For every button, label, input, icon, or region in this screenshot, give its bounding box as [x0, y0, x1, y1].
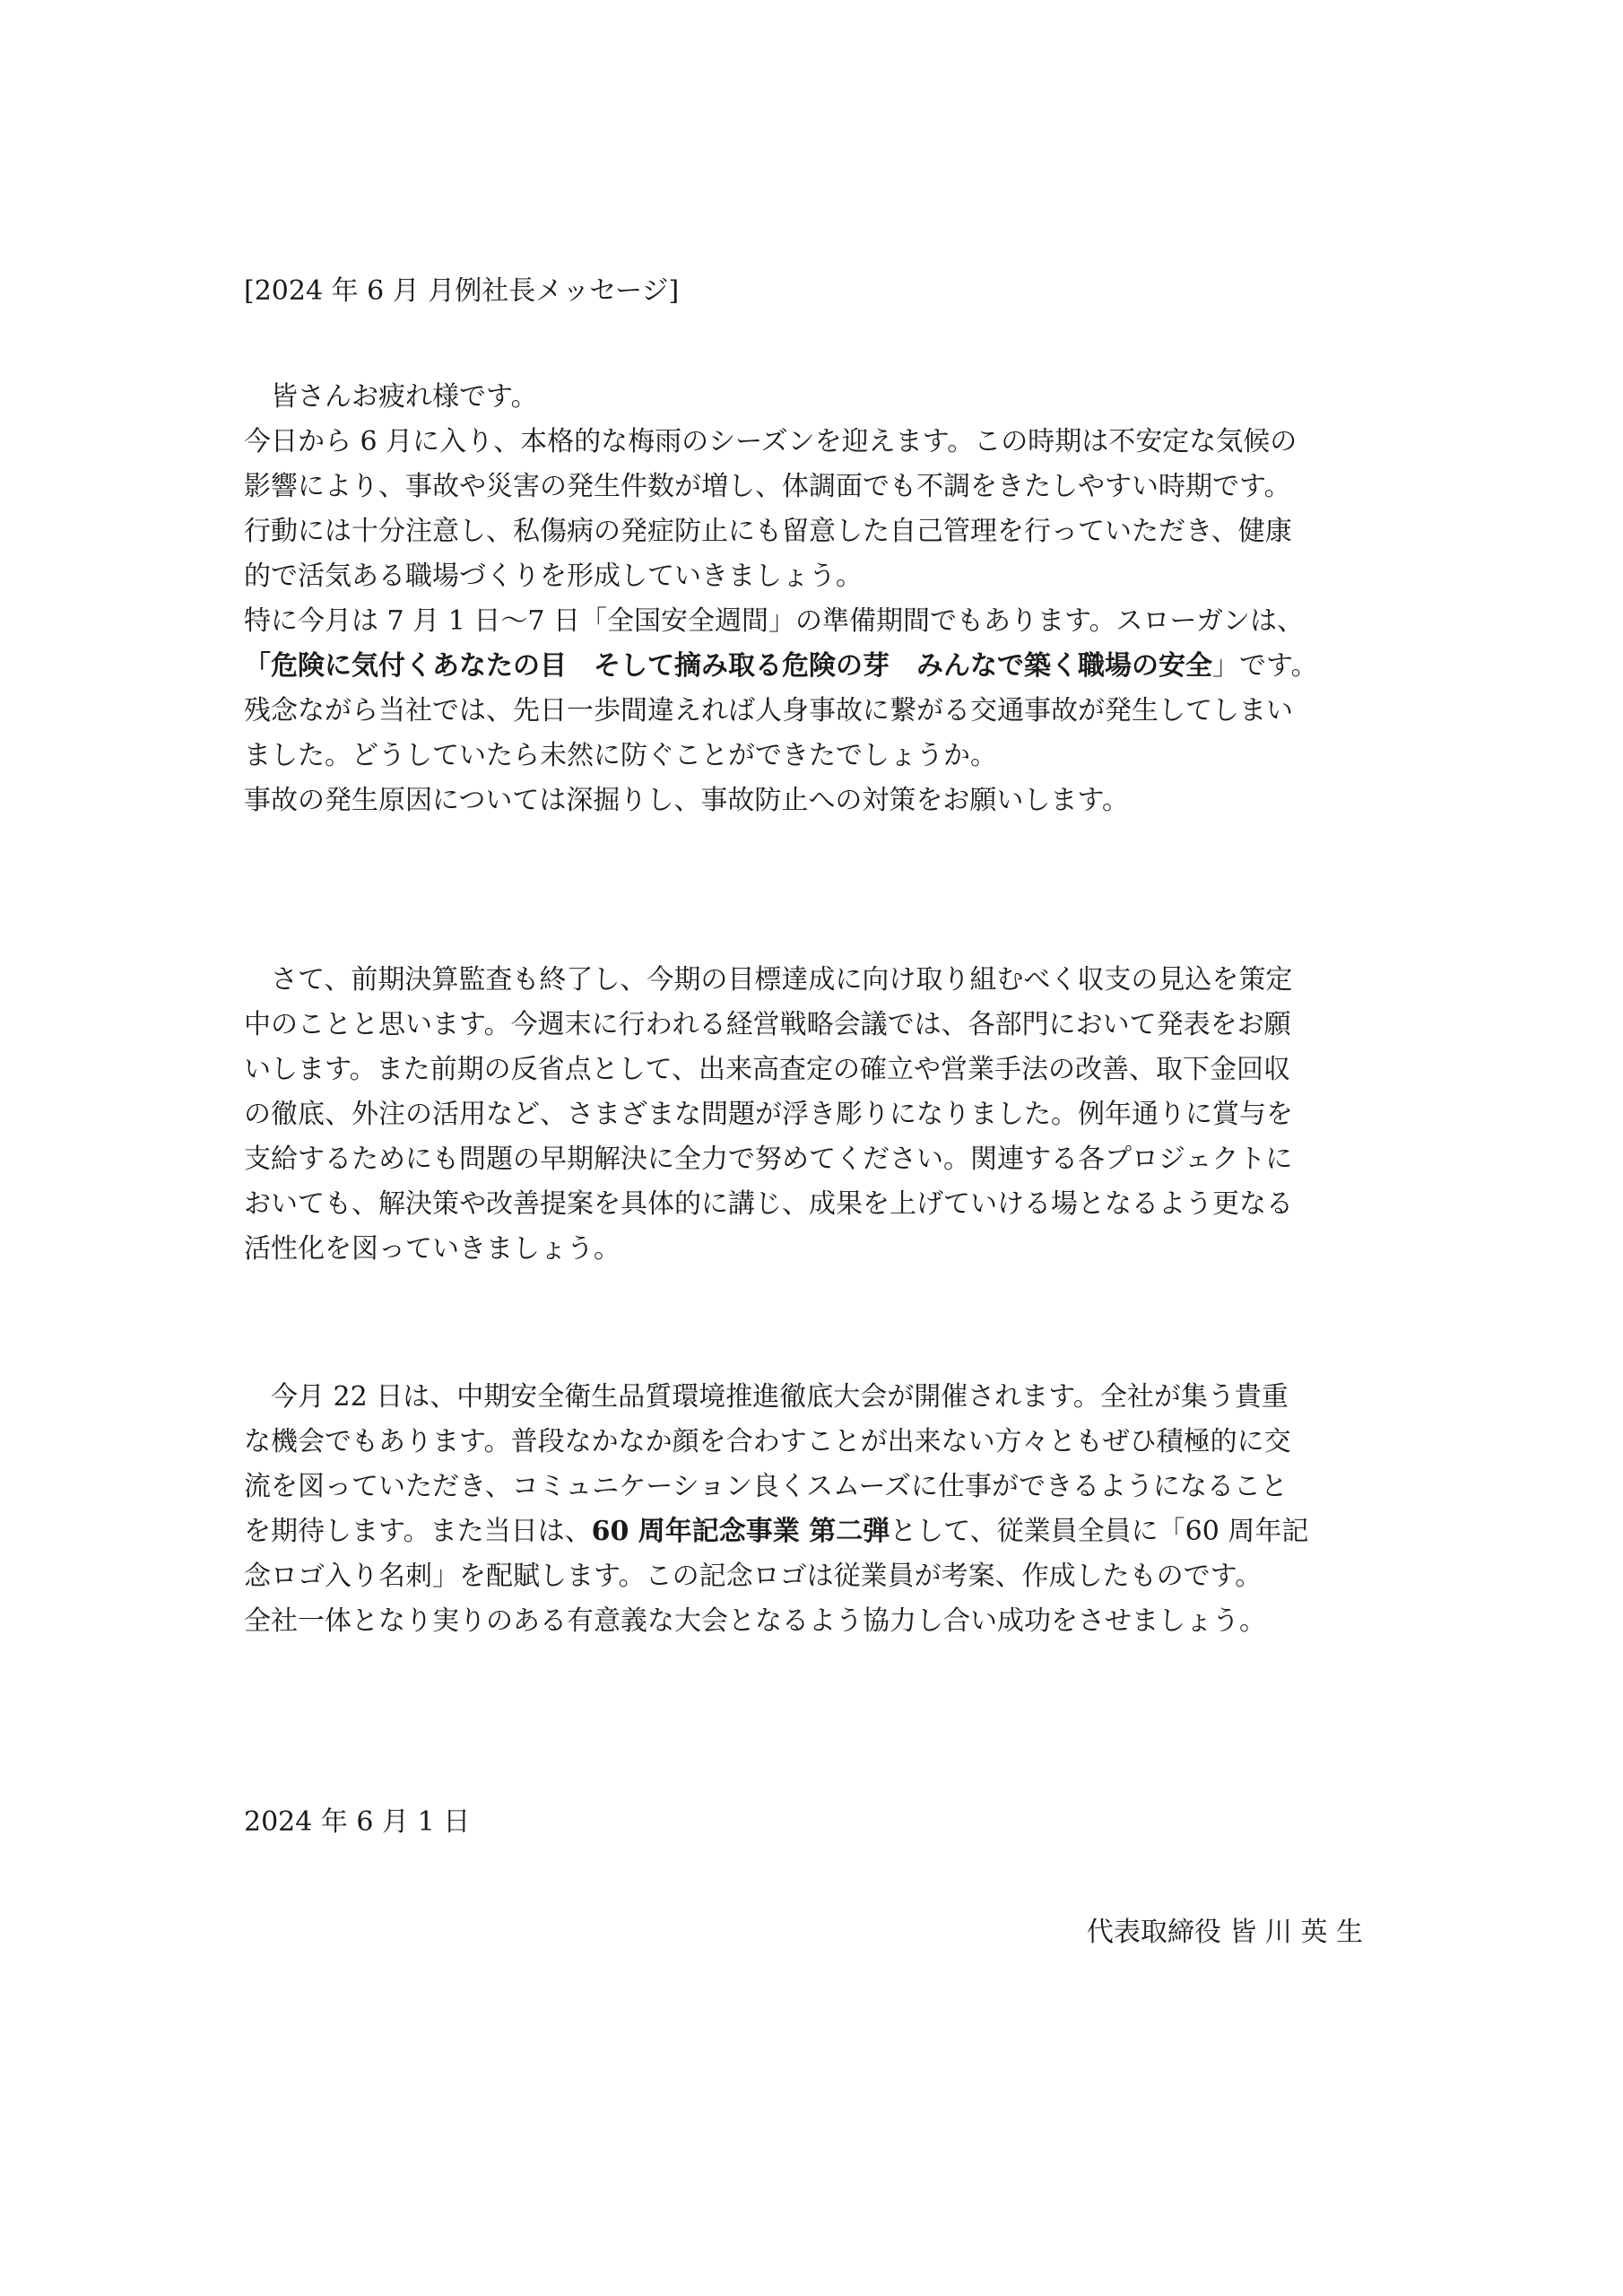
signature: 代表取締役 皆 川 英 生	[1086, 1917, 1363, 1948]
text-line: 支給するためにも問題の早期解決に全力で努めてください。関連する各プロジェクトに	[244, 1144, 1293, 1175]
text-line: 今日から 6 月に入り、本格的な梅雨のシーズンを迎えます。この時期は不安定な気候の	[244, 426, 1298, 457]
text-line: 的で活気ある職場づくりを形成していきましょう。	[244, 561, 863, 592]
paragraph-convention	[244, 1375, 1383, 1644]
text-line: 特に今月は 7 月 1 日〜7 日「全国安全週間」の準備期間でもあります。スローガンは、	[244, 605, 1304, 637]
text-line: の徹底、外注の活用など、さまざまな問題が浮き彫りになりました。例年通りに賞与を	[244, 1099, 1293, 1130]
message-date: 2024 年 6 月 1 日	[244, 1806, 471, 1838]
text-line: 事故の発生原因については深掘りし、事故防止への対策をお願いします。	[244, 785, 1129, 816]
text-segment: として、従業員全員に「60 周年記	[890, 1516, 1309, 1547]
text-line: ました。どうしていたら未然に防ぐことができたでしょうか。	[244, 740, 997, 771]
text-line: 中のことと思います。今週末に行われる経営戦略会議では、各部門において発表をお願	[244, 1009, 1291, 1040]
paragraph-greeting	[244, 375, 1383, 823]
text-line: な機会でもあります。普段なかなか顔を合わすことが出来ない方々ともぜひ積極的に交	[244, 1426, 1291, 1457]
text-line: 流を図っていただき、コミュニケーション良くスムーズに仕事ができるようになること	[244, 1471, 1288, 1502]
safety-slogan: 「危険に気付くあなたの目 そして摘み取る危険の芽 みんなで築く職場の安全	[244, 650, 1212, 682]
text-line: 行動には十分注意し、私傷病の発症防止にも留意した自己管理を行っていただき、健康	[244, 516, 1292, 547]
text-line: 今月 22 日は、中期安全衛生品質環境推進徹底大会が開催されます。全社が集う貴重	[244, 1381, 1289, 1413]
slogan-suffix: 」です。	[1212, 650, 1318, 682]
text-segment: を期待します。また当日は、	[244, 1516, 592, 1547]
slogan-line	[244, 644, 1383, 689]
text-line: 影響により、事故や災害の発生件数が増し、体調面でも不調をきたしやすい時期です。	[244, 471, 1291, 502]
anniversary-project: 60 周年記念事業 第二弾	[591, 1516, 890, 1547]
text-line: 全社一体となり実りのある有意義な大会となるよう協力し合い成功をさせましょう。	[244, 1605, 1266, 1637]
paragraph-business	[244, 958, 1383, 1272]
text-line: いします。また前期の反省点として、出来高査定の確立や営業手法の改善、取下金回収	[244, 1054, 1290, 1085]
text-line: 活性化を図っていきましょう。	[244, 1233, 621, 1265]
message-heading: [2024 年 6 月 月例社長メッセージ]	[244, 275, 680, 307]
text-line: 念ロゴ入り名刺」を配賦します。この記念ロゴは従業員が考案、作成したものです。	[244, 1561, 1263, 1592]
text-line: 残念ながら当社では、先日一歩間違えれば人身事故に繋がる交通事故が発生してしまい	[244, 695, 1293, 726]
text-line: おいても、解決策や改善提案を具体的に講じ、成果を上げていける場となるよう更なる	[244, 1188, 1293, 1220]
text-line: さて、前期決算監査も終了し、今期の目標達成に向け取り組むべく収支の見込を策定	[244, 964, 1293, 996]
anniversary-line	[244, 1509, 1383, 1554]
text-line: 皆さんお疲れ様です。	[244, 381, 538, 413]
